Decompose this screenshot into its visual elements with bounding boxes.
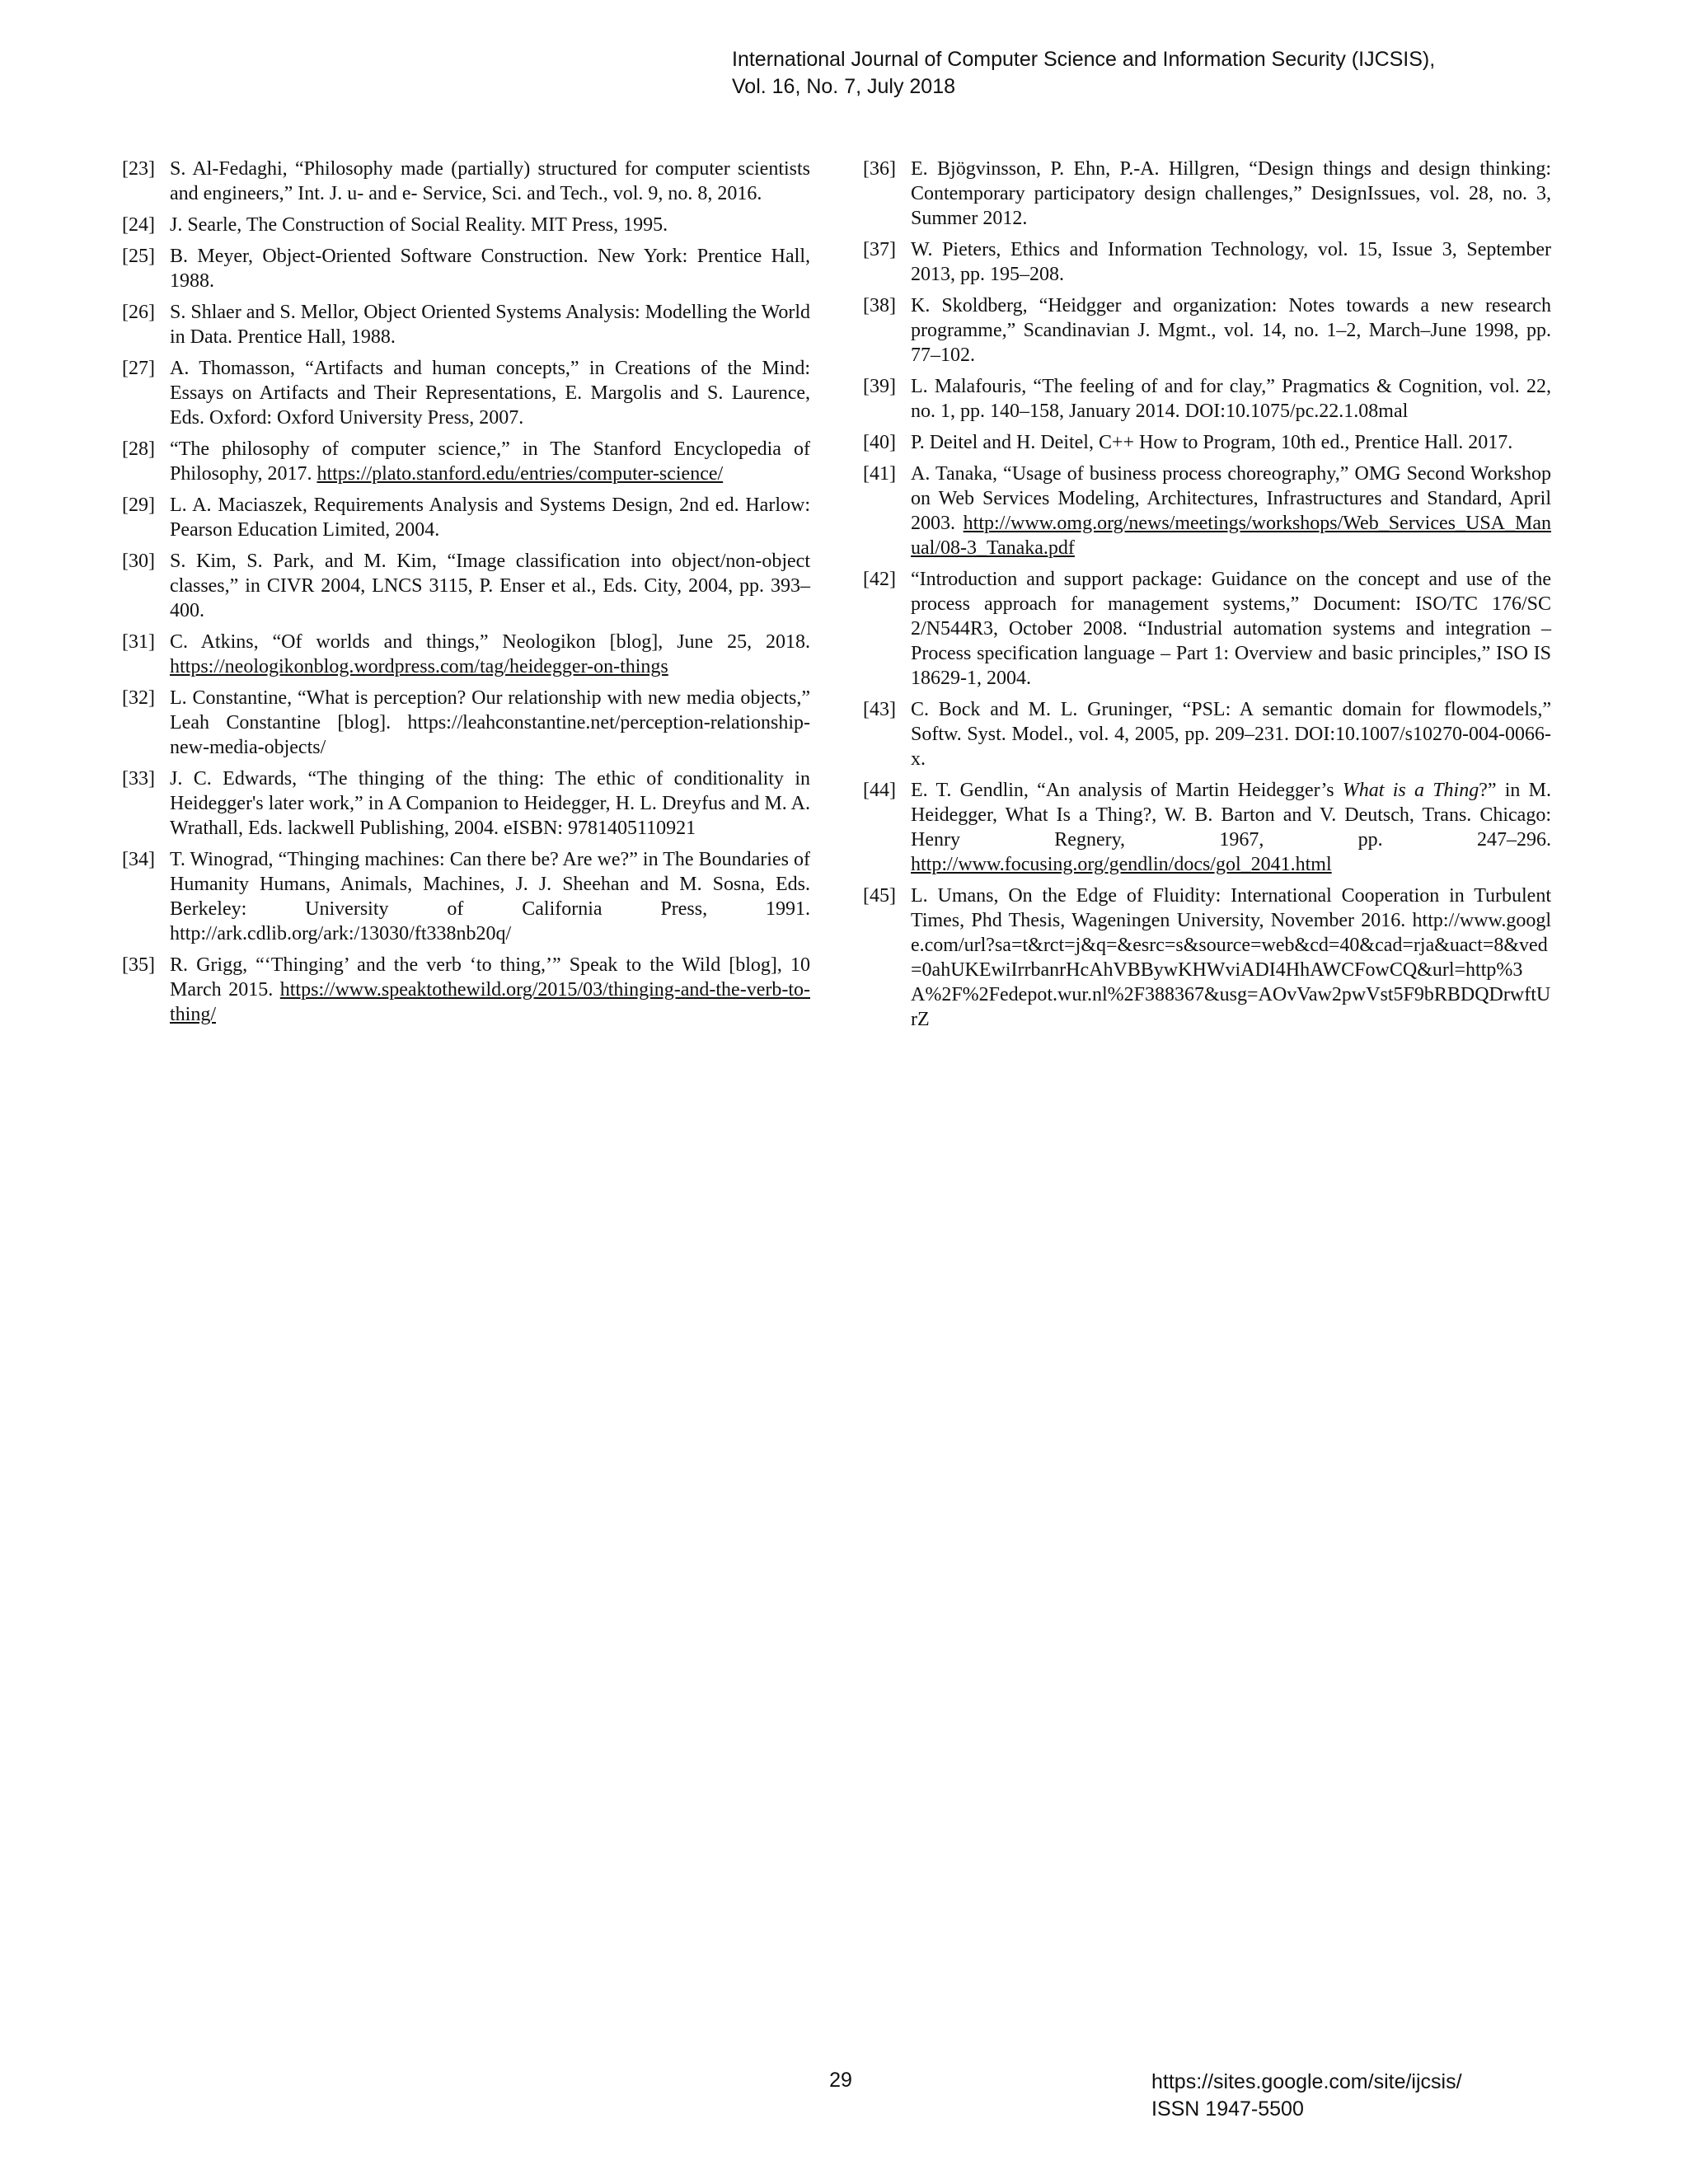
reference-text: J. C. Edwards, “The thinging of the thing: The ethic of conditionality in Heidegger's later work,” in A Companion to Heidegger, H. L. Dreyfus and M. A. Wrathall, Eds. lackwell Publishing, 2004. eISBN: 9781405110921 [170, 768, 810, 839]
reference-45 [863, 883, 1551, 1032]
footer-info [1151, 2069, 1662, 2123]
reference-number: [23] [122, 158, 155, 180]
reference-number: [32] [122, 687, 155, 709]
reference-number: [40] [863, 432, 896, 453]
reference-number: [29] [122, 494, 155, 516]
reference-text: K. Skoldberg, “Heidgger and organization: Notes towards a new research programme,” Scandinavian J. Mgmt., vol. 14, no. 1–2, March–June 1998, pp. 77–102. [911, 295, 1551, 366]
reference-number: [26] [122, 302, 155, 323]
reference-text: J. Searle, The Construction of Social Reality. MIT Press, 1995. [170, 214, 668, 236]
reference-number: [33] [122, 768, 155, 790]
reference-41 [863, 462, 1551, 560]
reference-number: [42] [863, 569, 896, 590]
running-header [732, 46, 1655, 101]
reference-26 [122, 300, 810, 349]
reference-number: [31] [122, 631, 155, 653]
reference-25 [122, 244, 810, 293]
reference-number: [34] [122, 849, 155, 870]
reference-body [170, 437, 810, 486]
reference-number: [27] [122, 358, 155, 379]
reference-number: [36] [863, 158, 896, 180]
reference-text: “Introduction and support package: Guidance on the concept and use of the process approach for management systems,” Document: ISO/TC 176/SC 2/N544R3, October 2008. “Industrial automation systems and integration – Process specification language – Part 1: Overview and basic principles,” ISO IS 18629-1, 2004. [911, 569, 1551, 689]
references-left-column [122, 157, 810, 1033]
reference-text: L. Umans, On the Edge of Fluidity: International Cooperation in Turbulent Times, Phd Thesis, Wageningen University, November 2016. [911, 885, 1551, 931]
reference-number: [28] [122, 438, 155, 460]
reference-body [911, 462, 1551, 560]
reference-text: A. Tanaka, “Usage of business process choreography,” OMG Second Workshop on Web Services Modeling, Architectures, Infrastructures and Standard, April 2003. [911, 463, 1551, 534]
reference-number: [45] [863, 885, 896, 907]
reference-body [911, 883, 1551, 1032]
reference-36 [863, 157, 1551, 231]
reference-28 [122, 437, 810, 486]
reference-42 [863, 567, 1551, 691]
reference-text: P. Deitel and H. Deitel, C++ How to Program, 10th ed., Prentice Hall. 2017. [911, 432, 1513, 453]
reference-text: “The philosophy of computer science,” in The Stanford Encyclopedia of Philosophy, 2017. [170, 438, 810, 485]
reference-37 [863, 237, 1551, 287]
reference-number: [41] [863, 463, 896, 485]
page-number: 29 [829, 2069, 852, 2092]
reference-34 [122, 847, 810, 946]
reference-number: [25] [122, 246, 155, 267]
reference-number: [37] [863, 239, 896, 260]
reference-40 [863, 430, 1551, 455]
reference-text: L. Constantine, “What is perception? Our relationship with new media objects,” Leah Constantine [blog]. https://leahconstantine.net/perception-relationship-new-media-objects/ [170, 687, 810, 758]
reference-text-end: ?” in M. Heidegger, What Is a Thing?, W. B. Barton and V. Deutsch, Trans. Chicago: Henry Regnery, 1967, pp. 247–296. [911, 780, 1552, 851]
reference-number: [44] [863, 780, 896, 801]
reference-32 [122, 686, 810, 760]
reference-text: E. Bjögvinsson, P. Ehn, P.-A. Hillgren, “Design things and design thinking: Contemporary participatory design challenges,” DesignIssues, vol. 28, no. 3, Summer 2012. [911, 158, 1551, 229]
reference-link[interactable]: https://plato.stanford.edu/entries/computer-science/ [316, 463, 724, 485]
journal-name: International Journal of Computer Science and Information Security (IJCSIS), [732, 48, 1436, 71]
issn: ISSN 1947-5500 [1151, 2097, 1304, 2121]
reference-31 [122, 630, 810, 679]
reference-body [170, 630, 810, 679]
references-right-column [863, 157, 1551, 1038]
reference-number: [43] [863, 699, 896, 720]
reference-text: L. A. Maciaszek, Requirements Analysis and Systems Design, 2nd ed. Harlow: Pearson Education Limited, 2004. [170, 494, 810, 541]
reference-23 [122, 157, 810, 206]
reference-43 [863, 697, 1551, 771]
reference-text: C. Bock and M. L. Gruninger, “PSL: A semantic domain for flowmodels,” Softw. Syst. Model., vol. 4, 2005, pp. 209–231. DOI:10.1007/s10270-004-0066-x. [911, 699, 1551, 770]
reference-38 [863, 293, 1551, 368]
reference-link[interactable]: https://neologikonblog.wordpress.com/tag/heidegger-on-things [170, 656, 668, 677]
reference-text: W. Pieters, Ethics and Information Technology, vol. 15, Issue 3, September 2013, pp. 195–208. [911, 239, 1551, 285]
reference-30 [122, 549, 810, 623]
reference-35 [122, 953, 810, 1027]
reference-text: C. Atkins, “Of worlds and things,” Neologikon [blog], June 25, 2018. [170, 631, 810, 653]
reference-24 [122, 213, 810, 237]
reference-27 [122, 356, 810, 430]
reference-text: R. Grigg, “‘Thinging’ and the verb ‘to thing,’” Speak to the Wild [blog], 10 March 2015. [170, 954, 810, 1001]
reference-33 [122, 766, 810, 841]
reference-text: A. Thomasson, “Artifacts and human concepts,” in Creations of the Mind: Essays on Artifacts and Their Representations, E. Margolis and S. Laurence, Eds. Oxford: Oxford University Press, 2007. [170, 358, 810, 429]
reference-link[interactable]: http://www.focusing.org/gendlin/docs/gol_2041.html [911, 854, 1332, 875]
reference-text: L. Malafouris, “The feeling of and for clay,” Pragmatics & Cognition, vol. 22, no. 1, pp. 140–158, January 2014. DOI:10.1075/pc.22.1.08mal [911, 376, 1551, 422]
reference-text: S. Al-Fedaghi, “Philosophy made (partially) structured for computer scientists and engineers,” Int. J. u- and e- Service, Sci. and Tech., vol. 9, no. 8, 2016. [170, 158, 810, 204]
reference-body [911, 778, 1551, 877]
issue-info: Vol. 16, No. 7, July 2018 [732, 75, 956, 98]
reference-text: S. Kim, S. Park, and M. Kim, “Image classification into object/non-object classes,” in CIVR 2004, LNCS 3115, P. Enser et al., Eds. City, 2004, pp. 393–400. [170, 551, 810, 621]
reference-text: T. Winograd, “Thinging machines: Can there be? Are we?” in The Boundaries of Humanity Humans, Animals, Machines, J. J. Sheehan and M. Sosna, Eds. Berkeley: University of California Press, 1991. http://ark.cdlib.org/ark:/13030/ft338nb20q/ [170, 849, 810, 944]
reference-link[interactable]: https://www.speaktothewild.org/2015/03/thinging-and-the-verb-to-thing/ [170, 979, 810, 1025]
reference-url: http://www.google.com/url?sa=t&rct=j&q=&esrc=s&source=web&cd=40&cad=rja&uact=8&ved=0ahUKEwiIrrbanrHcAhVBBywKHWviADI4HhAWCFowCQ&url=http%3A%2F%2Fedepot.wur.nl%2F388367&usg=AOvVaw2pwVst5F9bRBDQDrwftUrZ [911, 910, 1551, 1030]
reference-39 [863, 374, 1551, 424]
reference-number: [30] [122, 551, 155, 572]
reference-text: B. Meyer, Object-Oriented Software Construction. New York: Prentice Hall, 1988. [170, 246, 810, 292]
reference-number: [24] [122, 214, 155, 236]
reference-number: [39] [863, 376, 896, 397]
reference-link[interactable]: http://www.omg.org/news/meetings/workshops/Web_Services_USA_Manual/08-3_Tanaka.pdf [911, 513, 1551, 559]
journal-site: https://sites.google.com/site/ijcsis/ [1151, 2070, 1462, 2093]
reference-text-start: E. T. Gendlin, “An analysis of Martin Heidegger’s [911, 780, 1343, 801]
reference-44 [863, 778, 1551, 877]
reference-number: [38] [863, 295, 896, 316]
reference-number: [35] [122, 954, 155, 976]
reference-body [170, 953, 810, 1027]
reference-text: S. Shlaer and S. Mellor, Object Oriented Systems Analysis: Modelling the World in Data. Prentice Hall, 1988. [170, 302, 810, 348]
reference-29 [122, 493, 810, 542]
reference-italic-title: What is a Thing [1342, 780, 1479, 801]
